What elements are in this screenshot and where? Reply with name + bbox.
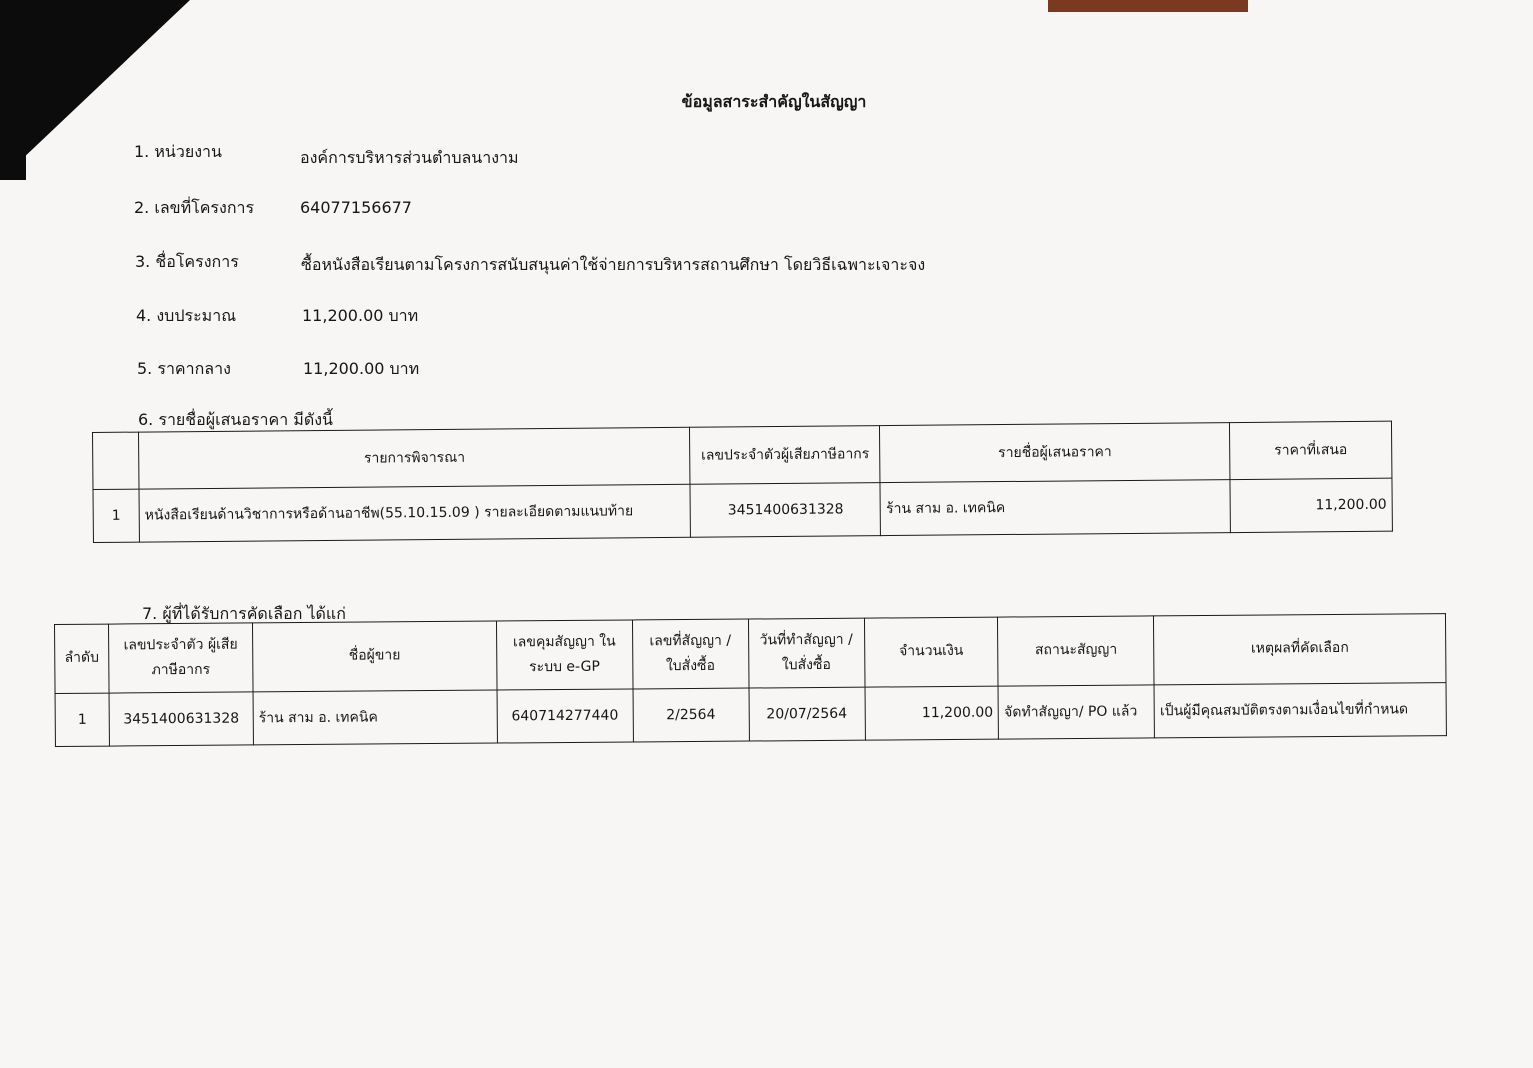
column-header: เลขประจำตัวผู้เสียภาษีอากร <box>690 426 880 485</box>
field-label: 3. ชื่อโครงการ <box>135 252 239 271</box>
column-header: เลขคุมสัญญา ในระบบ e-GP <box>496 620 633 690</box>
column-header: เลขที่สัญญา / ใบสั่งซื้อ <box>632 619 748 689</box>
table-cell: ร้าน สาม อ. เทคนิค <box>253 690 497 745</box>
column-header: รายการพิจารณา <box>138 427 690 489</box>
field-value: 11,200.00 บาท <box>303 359 420 378</box>
column-header: สถานะสัญญา <box>998 616 1154 686</box>
table-cell: ร้าน สาม อ. เทคนิค <box>880 480 1230 536</box>
column-header: วันที่ทำสัญญา / ใบสั่งซื้อ <box>748 618 864 688</box>
field-label: 1. หน่วยงาน <box>134 142 222 161</box>
table-cell: 1 <box>93 489 139 542</box>
table-cell: หนังสือเรียนด้านวิชาการหรือด้านอาชีพ(55.10.15.09 ) รายละเอียดตามแนบท้าย <box>139 484 691 542</box>
field-value: 11,200.00 บาท <box>302 306 419 325</box>
table-row <box>55 683 1446 747</box>
table-cell: 11,200.00 <box>1230 478 1392 532</box>
section-7-heading: 7. ผู้ที่ได้รับการคัดเลือก ได้แก่ <box>142 604 346 623</box>
field-value: ซื้อหนังสือเรียนตามโครงการสนับสนุนค่าใช้จ่ายการบริหารสถานศึกษา โดยวิธีเฉพาะเจาะจง <box>301 255 926 274</box>
field-label: 2. เลขที่โครงการ <box>134 198 255 217</box>
table-cell: 3451400631328 <box>109 692 253 746</box>
table-cell: 3451400631328 <box>690 483 880 538</box>
column-header: จำนวนเงิน <box>864 617 998 687</box>
scan-shadow-edge <box>0 0 26 180</box>
field-label: 4. งบประมาณ <box>136 306 237 325</box>
table-cell: 1 <box>55 693 109 746</box>
table-row <box>93 478 1392 542</box>
field-label: 5. ราคากลาง <box>137 359 231 378</box>
table-cell: 11,200.00 <box>865 686 999 740</box>
column-header: ลำดับ <box>55 624 110 693</box>
column-header: เหตุผลที่คัดเลือก <box>1154 614 1446 685</box>
column-header: ราคาที่เสนอ <box>1230 421 1392 479</box>
column-header: ชื่อผู้ขาย <box>252 621 496 692</box>
column-header: รายชื่อผู้เสนอราคา <box>880 423 1230 483</box>
bidders-table <box>92 421 1393 543</box>
section-6-heading: 6. รายชื่อผู้เสนอราคา มีดังนี้ <box>138 410 333 429</box>
table-cell: เป็นผู้มีคุณสมบัติตรงตามเงื่อนไขที่กำหนด <box>1154 683 1446 738</box>
table-header-row <box>55 614 1446 694</box>
column-header: เลขประจำตัว ผู้เสียภาษีอากร <box>108 623 253 693</box>
field-value: 64077156677 <box>300 198 412 217</box>
field-value: องค์การบริหารส่วนตำบลนางาม <box>300 148 519 167</box>
document-title: ข้อมูลสาระสำคัญในสัญญา <box>681 92 867 111</box>
table-cell: 2/2564 <box>633 688 749 742</box>
table-cell: 20/07/2564 <box>749 687 865 741</box>
table-cell: จัดทำสัญญา/ PO แล้ว <box>998 685 1154 739</box>
column-header <box>93 432 139 489</box>
table-cell: 640714277440 <box>497 689 633 743</box>
selected-vendor-table <box>54 613 1447 747</box>
